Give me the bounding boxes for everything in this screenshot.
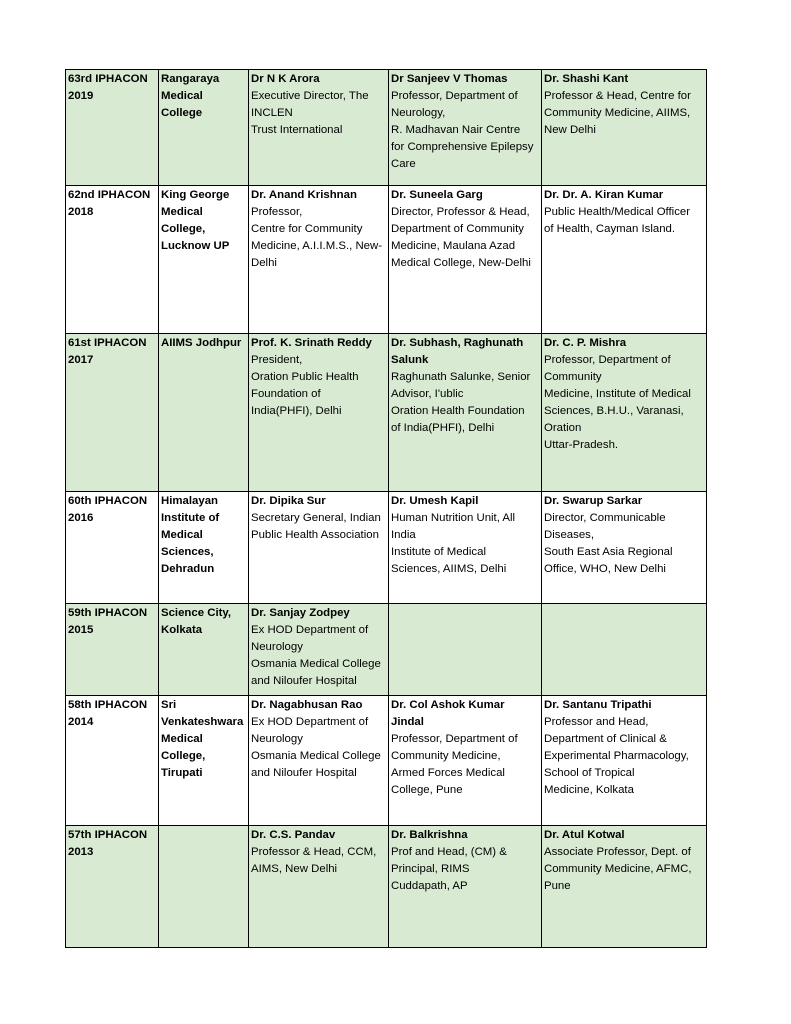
event-label: 59th IPHACON 2015 — [68, 607, 148, 636]
orator-cell — [542, 604, 707, 696]
orator-name: Dr. Anand Krishnan — [251, 189, 357, 201]
orator-name: Dr. Shashi Kant — [544, 73, 629, 85]
orator-description: Public Health/Medical Officer of Health, Cayman Island. — [544, 206, 691, 235]
orator-cell — [542, 334, 707, 492]
orator-description: Ex HOD Department of Neurology Osmania Medical College and Niloufer Hospital — [251, 624, 381, 687]
orator-cell — [542, 492, 707, 604]
orator-description: President, Oration Public Health Foundation of India(PHFI), Delhi — [251, 354, 359, 417]
orator-name: Dr. Subhash, Raghunath Salunk — [391, 337, 524, 366]
orations-table — [65, 69, 707, 948]
orator-description: Human Nutrition Unit, All India Institute of Medical Sciences, AIIMS, Delhi — [391, 512, 516, 575]
orator-name: Dr. Suneela Garg — [391, 189, 483, 201]
table-row — [66, 186, 707, 334]
orator-cell — [542, 186, 707, 334]
venue-cell — [159, 334, 249, 492]
event-label: 61st IPHACON 2017 — [68, 337, 147, 366]
orator-description: Professor and Head, Department of Clinical & Experimental Pharmacology, School of Tropical Medicine, Kolkata — [544, 716, 689, 796]
orator-name: Dr. Swarup Sarkar — [544, 495, 643, 507]
orator-cell — [389, 334, 542, 492]
orator-cell — [249, 492, 389, 604]
event-cell — [66, 70, 159, 186]
table-row — [66, 70, 707, 186]
orator-name: Dr N K Arora — [251, 73, 320, 85]
event-label: 57th IPHACON 2013 — [68, 829, 148, 858]
orator-cell — [542, 70, 707, 186]
venue-label: Himalayan Institute of Medical Sciences, Dehradun — [161, 495, 220, 575]
orator-name: Dr. Umesh Kapil — [391, 495, 479, 507]
orator-name: Dr. Nagabhusan Rao — [251, 699, 363, 711]
venue-label: AIIMS Jodhpur — [161, 337, 242, 349]
orator-description: Professor & Head, Centre for Community Medicine, AIIMS, New Delhi — [544, 90, 691, 136]
orator-description: Professor, Department of Neurology, R. Madhavan Nair Centre for Comprehensive Epilepsy Care — [391, 90, 534, 170]
event-cell — [66, 186, 159, 334]
event-cell — [66, 334, 159, 492]
orator-cell — [249, 186, 389, 334]
orator-description: Director, Communicable Diseases, South East Asia Regional Office, WHO, New Delhi — [544, 512, 673, 575]
orator-cell — [389, 492, 542, 604]
orator-cell — [542, 826, 707, 948]
orator-name: Dr. C. P. Mishra — [544, 337, 627, 349]
orator-description: Professor, Department of Community Medicine, Institute of Medical Sciences, B.H.U., Varanasi, Oration Uttar-Pradesh. — [544, 354, 691, 451]
table-row — [66, 334, 707, 492]
event-label: 58th IPHACON 2014 — [68, 699, 148, 728]
orator-name: Dr. Col Ashok Kumar Jindal — [391, 699, 505, 728]
event-label: 60th IPHACON 2016 — [68, 495, 148, 524]
venue-cell — [159, 826, 249, 948]
orator-cell — [389, 696, 542, 826]
orator-description: Ex HOD Department of Neurology Osmania Medical College and Niloufer Hospital — [251, 716, 381, 779]
orator-cell — [389, 70, 542, 186]
event-label: 63rd IPHACON 2019 — [68, 73, 148, 102]
table-row — [66, 826, 707, 948]
orator-description: Director, Professor & Head, Department of Community Medicine, Maulana Azad Medical College, New-Delhi — [391, 206, 531, 269]
orator-cell — [249, 334, 389, 492]
orator-cell — [389, 186, 542, 334]
venue-cell — [159, 186, 249, 334]
orator-description: Executive Director, The INCLEN Trust International — [251, 90, 369, 136]
event-cell — [66, 604, 159, 696]
orator-cell — [389, 604, 542, 696]
orator-description: Prof and Head, (CM) & Principal, RIMS Cuddapath, AP — [391, 846, 507, 892]
venue-cell — [159, 696, 249, 826]
orator-name: Dr Sanjeev V Thomas — [391, 73, 508, 85]
orator-description: Professor, Centre for Community Medicine, A.I.I.M.S., New- Delhi — [251, 206, 383, 269]
orator-cell — [542, 696, 707, 826]
orator-description: Raghunath Salunke, Senior Advisor, I'ublic Oration Health Foundation of India(PHFI), Delhi — [391, 371, 531, 434]
orator-description: Professor & Head, CCM, AIMS, New Delhi — [251, 846, 377, 875]
orator-name: Dr. C.S. Pandav — [251, 829, 336, 841]
orator-description: Professor, Department of Community Medicine, Armed Forces Medical College, Pune — [391, 733, 518, 796]
orator-cell — [389, 826, 542, 948]
orator-description: Secretary General, Indian Public Health Association — [251, 512, 381, 541]
orator-name: Dr. Sanjay Zodpey — [251, 607, 350, 619]
event-cell — [66, 696, 159, 826]
orator-name: Dr. Atul Kotwal — [544, 829, 625, 841]
event-label: 62nd IPHACON 2018 — [68, 189, 151, 218]
venue-label: Sri Venkateshwara Medical College, Tirupati — [161, 699, 244, 779]
orator-name: Dr. Santanu Tripathi — [544, 699, 652, 711]
table-row — [66, 604, 707, 696]
orator-cell — [249, 826, 389, 948]
orator-name: Prof. K. Srinath Reddy — [251, 337, 372, 349]
table-row — [66, 492, 707, 604]
venue-label: Science City, Kolkata — [161, 607, 232, 636]
orator-cell — [249, 70, 389, 186]
orator-description: Associate Professor, Dept. of Community Medicine, AFMC, Pune — [544, 846, 692, 892]
venue-cell — [159, 70, 249, 186]
venue-cell — [159, 604, 249, 696]
venue-label: Rangaraya Medical College — [161, 73, 220, 119]
orator-name: Dr. Dipika Sur — [251, 495, 326, 507]
event-cell — [66, 826, 159, 948]
orator-name: Dr. Balkrishna — [391, 829, 468, 841]
event-cell — [66, 492, 159, 604]
orator-cell — [249, 696, 389, 826]
venue-label: King George Medical College, Lucknow UP — [161, 189, 230, 252]
table-row — [66, 696, 707, 826]
orator-name: Dr. Dr. A. Kiran Kumar — [544, 189, 664, 201]
orator-cell — [249, 604, 389, 696]
venue-cell — [159, 492, 249, 604]
